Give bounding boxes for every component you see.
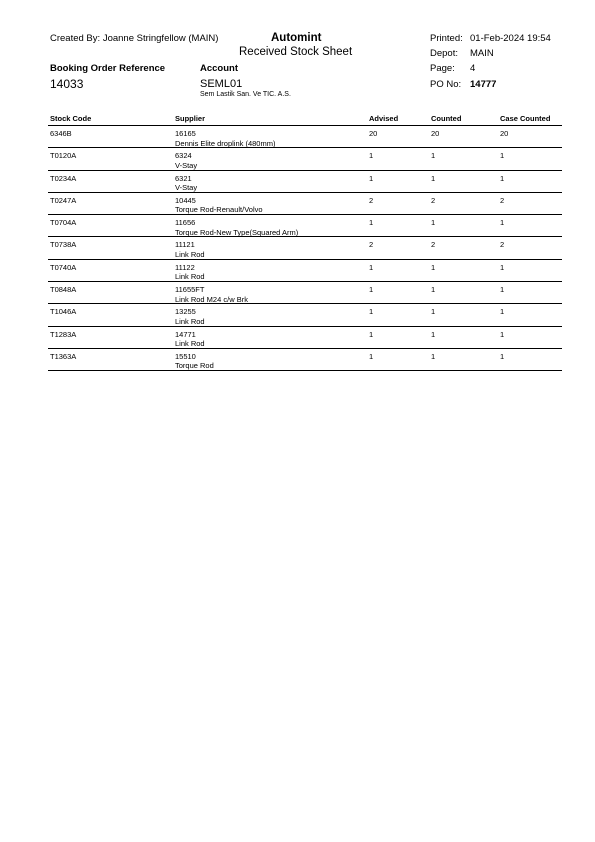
stock-code-cell: T0848A	[50, 285, 77, 295]
advised-cell: 2	[369, 195, 374, 205]
item-description: Torque Rod-New Type(Squared Arm)	[175, 227, 299, 237]
advised-cell: 1	[369, 329, 374, 339]
depot-label: Depot:	[430, 48, 458, 59]
page-number-label: Page:	[430, 63, 455, 74]
item-description: Dennis Elite droplink (480mm)	[175, 138, 276, 148]
supplier-cell	[175, 196, 263, 215]
supplier-cell	[175, 352, 214, 371]
booking-ref-value: 14033	[50, 77, 84, 91]
supplier-cell	[175, 174, 197, 193]
supplier-cell	[175, 307, 205, 326]
advised-cell: 1	[369, 218, 374, 228]
table-body	[48, 126, 562, 371]
counted-cell: 1	[431, 307, 436, 317]
table-row	[48, 304, 562, 326]
booking-ref-label: Booking Order Reference	[50, 63, 166, 74]
supplier-code: 10445	[175, 195, 196, 205]
supplier-cell	[175, 330, 205, 349]
supplier-cell	[175, 240, 205, 259]
created-by-value: Joanne Stringfellow (MAIN)	[102, 33, 219, 44]
case-counted-cell: 1	[500, 285, 505, 295]
case-counted-cell: 1	[500, 351, 505, 361]
stock-code-cell: T1363A	[50, 351, 77, 361]
supplier-cell	[175, 129, 275, 148]
case-counted-cell: 1	[500, 307, 505, 317]
case-counted-cell: 1	[500, 173, 505, 183]
stock-code-cell: 6346B	[50, 129, 72, 138]
advised-cell: 1	[369, 262, 374, 272]
created-by	[50, 33, 218, 44]
item-description: Link Rod	[175, 316, 205, 326]
case-counted-cell: 1	[500, 218, 505, 228]
po-number-value: 14777	[470, 79, 497, 90]
account-label: Account	[200, 63, 238, 74]
advised-cell: 1	[369, 151, 374, 161]
supplier-code: 16165	[175, 129, 196, 138]
page-title: Received Stock Sheet	[239, 46, 353, 58]
supplier-code: 6321	[175, 173, 192, 183]
table-row	[48, 215, 562, 237]
table-row	[48, 126, 562, 148]
advised-cell: 2	[369, 240, 374, 250]
case-counted-cell: 1	[500, 329, 505, 339]
supplier-code: 11122	[175, 262, 195, 272]
table-row	[48, 260, 562, 282]
counted-cell: 1	[431, 218, 436, 228]
counted-cell: 1	[431, 285, 436, 295]
advised-cell: 1	[369, 173, 374, 183]
printed-label: Printed:	[430, 33, 463, 44]
table-row	[48, 237, 562, 259]
item-description: Link Rod M24 c/w Brk	[175, 294, 248, 304]
supplier-code: 13255	[175, 307, 196, 317]
case-counted-cell: 2	[500, 240, 505, 250]
column-header-counted: Counted	[431, 114, 462, 123]
table-row	[48, 282, 562, 304]
column-header-advised: Advised	[369, 114, 399, 123]
stock-code-cell: T0740A	[50, 262, 77, 272]
stock-code-cell: T1283A	[50, 329, 77, 339]
stock-code-cell: T0234A	[50, 173, 77, 183]
item-description: Link Rod	[175, 339, 205, 349]
table-header	[48, 114, 562, 126]
counted-cell: 1	[431, 262, 436, 272]
supplier-cell	[175, 218, 298, 237]
table-row	[48, 171, 562, 193]
account-code: SEML01	[200, 78, 243, 90]
item-description: Link Rod	[175, 249, 205, 259]
column-header-supplier: Supplier	[175, 114, 206, 123]
counted-cell: 2	[431, 195, 436, 205]
stock-code-cell: T1046A	[50, 307, 77, 317]
advised-cell: 1	[369, 307, 374, 317]
item-description: Torque Rod-Renault/Volvo	[175, 205, 263, 215]
counted-cell: 2	[431, 240, 436, 250]
printed-value: 01-Feb-2024 19:54	[470, 33, 551, 44]
table-row	[48, 193, 562, 215]
item-description: Torque Rod	[175, 361, 214, 371]
counted-cell: 1	[431, 329, 436, 339]
created-by-label: Created By:	[50, 33, 101, 44]
item-description: V-Stay	[175, 160, 198, 170]
stock-code-cell: T0247A	[50, 195, 77, 205]
stock-code-cell: T0738A	[50, 240, 77, 250]
counted-cell: 1	[431, 173, 436, 183]
advised-cell: 1	[369, 285, 374, 295]
supplier-code: 11121	[175, 240, 195, 250]
stock-code-cell: T0120A	[50, 151, 77, 161]
depot-value: MAIN	[470, 48, 494, 59]
supplier-cell	[175, 285, 248, 304]
stock-code-cell: T0704A	[50, 218, 77, 228]
supplier-cell	[175, 151, 197, 170]
item-description: V-Stay	[175, 183, 198, 193]
advised-cell: 20	[369, 129, 378, 138]
counted-cell: 1	[431, 151, 436, 161]
account-name: Sem Lastik San. Ve TIC. A.S.	[200, 91, 291, 98]
case-counted-cell: 2	[500, 195, 505, 205]
page-number-value: 4	[470, 63, 476, 74]
counted-cell: 1	[431, 351, 436, 361]
table-row	[48, 148, 562, 170]
case-counted-cell: 20	[500, 129, 509, 138]
counted-cell: 20	[431, 129, 440, 138]
supplier-code: 11656	[175, 218, 196, 228]
column-header-stock-code: Stock Code	[50, 114, 92, 123]
stock-table	[48, 114, 562, 371]
supplier-code: 11655FT	[175, 285, 205, 295]
item-description: Link Rod	[175, 272, 205, 282]
supplier-cell	[175, 263, 205, 282]
advised-cell: 1	[369, 351, 374, 361]
supplier-code: 6324	[175, 151, 192, 161]
table-row	[48, 349, 562, 371]
column-header-case-counted: Case Counted	[500, 114, 551, 123]
po-number-label: PO No:	[430, 79, 462, 90]
table-row	[48, 327, 562, 349]
case-counted-cell: 1	[500, 262, 505, 272]
company-name: Automint	[271, 32, 322, 44]
case-counted-cell: 1	[500, 151, 505, 161]
supplier-code: 15510	[175, 351, 196, 361]
supplier-code: 14771	[175, 329, 196, 339]
